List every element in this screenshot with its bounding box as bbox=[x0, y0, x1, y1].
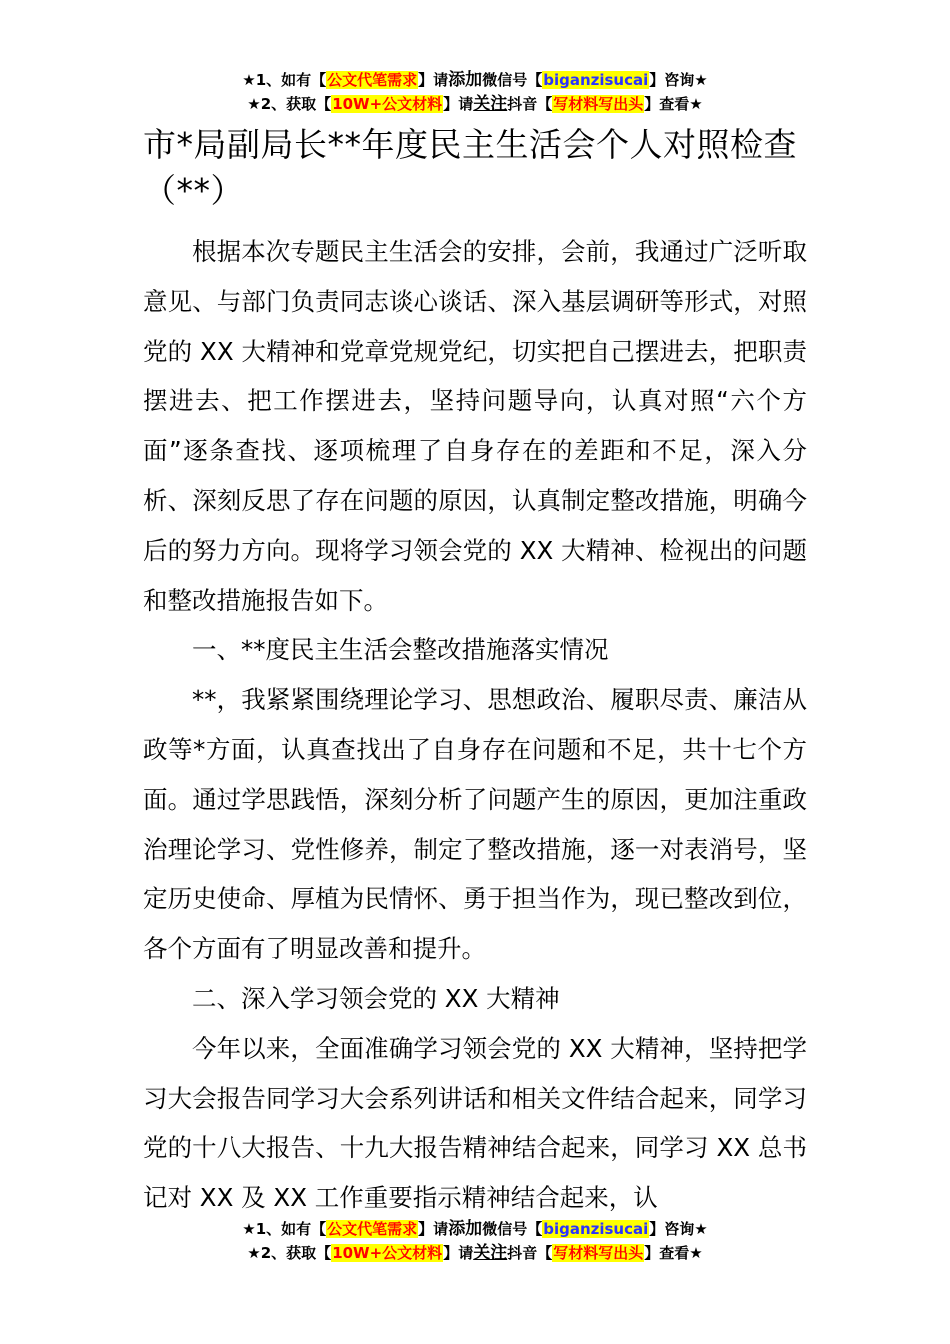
promo-line-1-suffix: 】咨询★ bbox=[649, 1220, 708, 1238]
promo-douyin-id: 写材料写出头 bbox=[553, 95, 644, 113]
promo-line-2 bbox=[0, 1241, 950, 1265]
promo-wechat-id: biganzisucai bbox=[543, 1220, 649, 1238]
promo-line-1-mid2: 微信号【 bbox=[482, 1220, 543, 1238]
promo-douyin-id: 写材料写出头 bbox=[553, 1244, 644, 1262]
bottom-promo-banner bbox=[0, 1217, 950, 1265]
promo-line-1-prefix: ★1、如有【 bbox=[242, 1220, 327, 1238]
promo-line-2-mid: 】请 bbox=[443, 1244, 474, 1262]
promo-line-2-mid2: 抖音【 bbox=[507, 1244, 553, 1262]
promo-wechat-id: biganzisucai bbox=[543, 71, 649, 89]
promo-line-1-mid: 】请 bbox=[418, 71, 449, 89]
promo-line-2-suffix: 】查看★ bbox=[644, 95, 703, 113]
section-2-paragraph: 今年以来，全面准确学习领会党的 XX 大精神，坚持把学习大会报告同学习大会系列讲话和相关文件结合起来，同学习党的十八大报告、十九大报告精神结合起来，同学习 XX 总书记对 XX 及 XX 工作重要指示精神结合起来，认 bbox=[143, 1033, 807, 1213]
promo-line-1-mid: 】请 bbox=[418, 1220, 449, 1238]
top-promo-banner bbox=[0, 68, 950, 116]
document-title: 市*局副局长**年度民主生活会个人对照检查（**） bbox=[143, 125, 797, 210]
promo-line-1-emphasis: 添加 bbox=[448, 70, 483, 90]
promo-line-1-emphasis: 添加 bbox=[448, 1219, 483, 1239]
promo-line-2 bbox=[0, 92, 950, 116]
promo-line-1 bbox=[0, 68, 950, 92]
promo-line-1 bbox=[0, 1217, 950, 1241]
promo-line-1-mid2: 微信号【 bbox=[482, 71, 543, 89]
promo-line-1-prefix: ★1、如有【 bbox=[242, 71, 327, 89]
document-page bbox=[143, 122, 807, 1223]
section-1-paragraph: **，我紧紧围绕理论学习、思想政治、履职尽责、廉洁从政等*方面，认真查找出了自身存在问题和不足，共十七个方面。通过学思践悟，深刻分析了问题产生的原因，更加注重政治理论学习、党性修养，制定了整改措施，逐一对表消号，坚定历史使命、厚植为民情怀、勇于担当作为，现已整改到位，各个方面有了明显改善和提升。 bbox=[143, 685, 807, 964]
section-heading-1: 一、**度民主生活会整改措施落实情况 bbox=[192, 635, 609, 665]
promo-line-1-suffix: 】咨询★ bbox=[649, 71, 708, 89]
intro-paragraph: 根据本次专题民主生活会的安排，会前，我通过广泛听取意见、与部门负责同志谈心谈话、深入基层调研等形式，对照党的 XX 大精神和党章党规党纪，切实把自己摆进去，把职责摆进去、把工作摆进去，坚持问题导向，认真对照“六个方面”逐条查找、逐项梳理了自身存在的差距和不足，深入分析、深刻反思了存在问题的原因，认真制定整改措施，明确今后的努力方向。现将学习领会党的 XX 大精神、检视出的问题和整改措施报告如下。 bbox=[143, 237, 807, 615]
promo-line-2-suffix: 】查看★ bbox=[644, 1244, 703, 1262]
promo-line-2-mid: 】请 bbox=[443, 95, 474, 113]
promo-line-2-prefix: ★2、获取【 bbox=[247, 95, 332, 113]
promo-service-highlight: 公文代笔需求 bbox=[327, 1220, 418, 1238]
promo-materials-highlight: 10W+公文材料 bbox=[332, 95, 443, 113]
promo-line-2-mid2: 抖音【 bbox=[507, 95, 553, 113]
promo-line-2-emphasis: 关注 bbox=[473, 94, 508, 114]
promo-service-highlight: 公文代笔需求 bbox=[327, 71, 418, 89]
promo-materials-highlight: 10W+公文材料 bbox=[332, 1244, 443, 1262]
section-heading-2: 二、深入学习领会党的 XX 大精神 bbox=[192, 983, 560, 1013]
promo-line-2-prefix: ★2、获取【 bbox=[247, 1244, 332, 1262]
document-body bbox=[143, 227, 807, 1223]
promo-line-2-emphasis: 关注 bbox=[473, 1243, 508, 1263]
